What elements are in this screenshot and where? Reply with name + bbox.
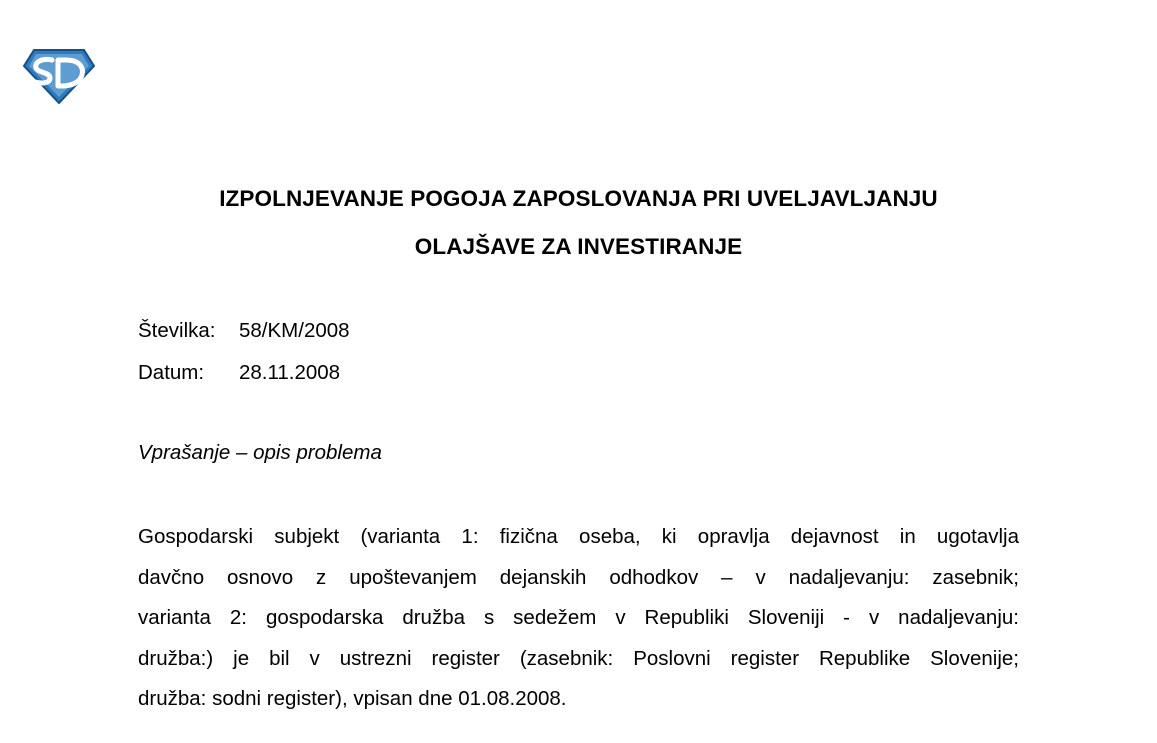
logo-icon [22,48,96,104]
body-line: varianta 2: gospodarska družba s sedežem v Republiki Sloveniji - v nadaljevanju: [138,606,1019,629]
section-heading: Vprašanje – opis problema [138,441,382,464]
document-number-label: Številka: [138,319,216,342]
document-date-row [138,361,340,385]
body-line: družba: sodni register), vpisan dne 01.08.2008. [138,687,567,710]
document-title-line-1: IZPOLNJEVANJE POGOJA ZAPOSLOVANJA PRI UVELJAVLJANJU [219,186,938,211]
body-line: Gospodarski subjekt (varianta 1: fizična oseba, ki opravlja dejavnost in ugotavlja [138,525,1019,548]
document-date-value: 28.11.2008 [239,361,341,384]
document-number-value: 58/KM/2008 [239,319,350,342]
document-title-line-2: OLAJŠAVE ZA INVESTIRANJE [414,234,743,259]
document-number-row [138,319,350,343]
body-line: davčno osnovo z upoštevanjem dejanskih odhodkov – v nadaljevanju: zasebnik; [138,565,1019,589]
body-paragraph [138,517,1019,720]
body-line: družba:) je bil v ustrezni register (zasebnik: Poslovni register Republike Slovenije; [138,646,1019,670]
document-date-label: Datum: [138,361,205,384]
